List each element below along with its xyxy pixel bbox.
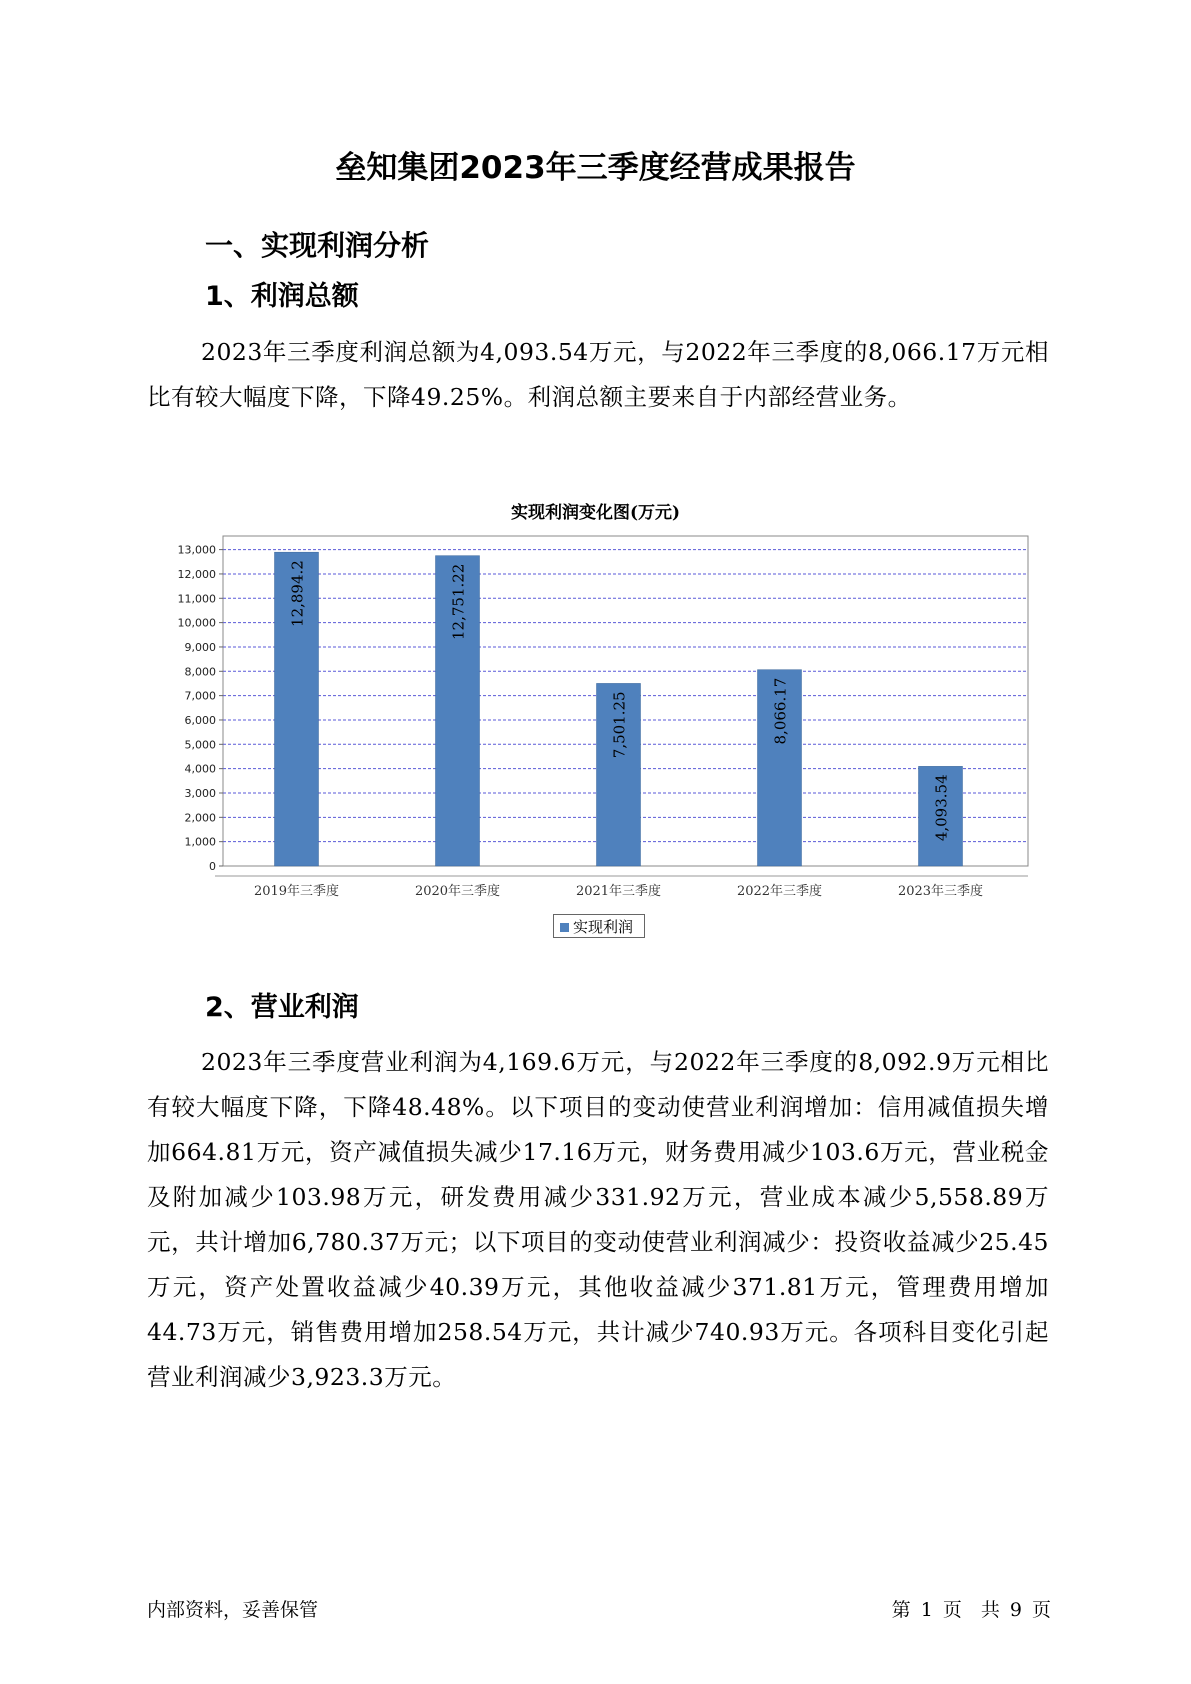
y-tick-label: 4,000: [184, 762, 216, 776]
section-heading: 一、实现利润分析: [205, 229, 430, 262]
bar-data-label: 8,066.17: [771, 677, 790, 745]
y-tick-label: 6,000: [184, 713, 216, 727]
y-tick-label: 5,000: [184, 738, 216, 752]
document-title: 垒知集团2023年三季度经营成果报告: [335, 150, 856, 186]
x-tick-label: 2022年三季度: [736, 884, 823, 899]
y-tick-label: 11,000: [177, 592, 216, 606]
x-tick-label: 2023年三季度: [897, 884, 984, 899]
legend-label: 实现利润: [573, 918, 634, 936]
y-tick-label: 0: [209, 860, 216, 873]
y-tick-label: 9,000: [184, 640, 216, 654]
footer-confidential-note: 内部资料，妥善保管: [147, 1599, 319, 1621]
bar-data-label: 12,751.22: [449, 563, 468, 641]
subsection-heading-total-profit: 1、利润总额: [205, 281, 359, 312]
y-tick-label: 2,000: [184, 811, 216, 825]
y-tick-label: 3,000: [184, 786, 216, 800]
bar-data-label: 7,501.25: [610, 691, 629, 759]
x-tick-label: 2021年三季度: [575, 884, 662, 899]
footer-page-number: 第 1 页 共 9 页: [891, 1599, 1051, 1621]
x-tick-label: 2019年三季度: [253, 884, 340, 899]
chart-title: 实现利润变化图(万元): [510, 503, 681, 523]
legend-swatch: [560, 923, 569, 932]
chart-plot-area: [178, 536, 1029, 899]
y-tick-label: 10,000: [177, 616, 216, 630]
y-tick-label: 13,000: [177, 543, 216, 557]
paragraph-total-profit: 2023年三季度利润总额为4,093.54万元，与2022年三季度的8,066.17万元相比有较大幅度下降，下降49.25%。利润总额主要来自于内部经营业务。: [147, 338, 1049, 411]
y-tick-label: 1,000: [184, 835, 216, 849]
y-tick-label: 7,000: [184, 689, 216, 703]
y-tick-label: 8,000: [184, 665, 216, 679]
subsection-heading-operating-profit: 2、营业利润: [205, 992, 359, 1023]
paragraph-operating-profit: 2023年三季度营业利润为4,169.6万元，与2022年三季度的8,092.9万元相比有较大幅度下降，下降48.48%。以下项目的变动使营业利润增加：信用减值损失增加664.81万元，资产减值损失减少17.16万元，财务费用减少103.6万元，营业税金及附加减少103.98万元，研发费用减少331.92万元，营业成本减少5,558.89万元，共计增加6,780.37万元；以下项目的变动使营业利润减少：投资收益减少25.45万元，资产处置收益减少40.39万元，其他收益减少371.81万元，管理费用增加44.73万元，销售费用增加258.54万元，共计减少740.93万元。各项科目变化引起营业利润减少3,923.3万元。: [147, 1048, 1049, 1391]
chart-legend: [553, 914, 645, 938]
y-tick-label: 12,000: [177, 567, 216, 581]
bar-data-label: 12,894.2: [288, 560, 307, 627]
x-tick-label: 2020年三季度: [414, 884, 501, 899]
bar-data-label: 4,093.54: [932, 774, 951, 842]
profit-bar-chart: [160, 525, 1040, 910]
